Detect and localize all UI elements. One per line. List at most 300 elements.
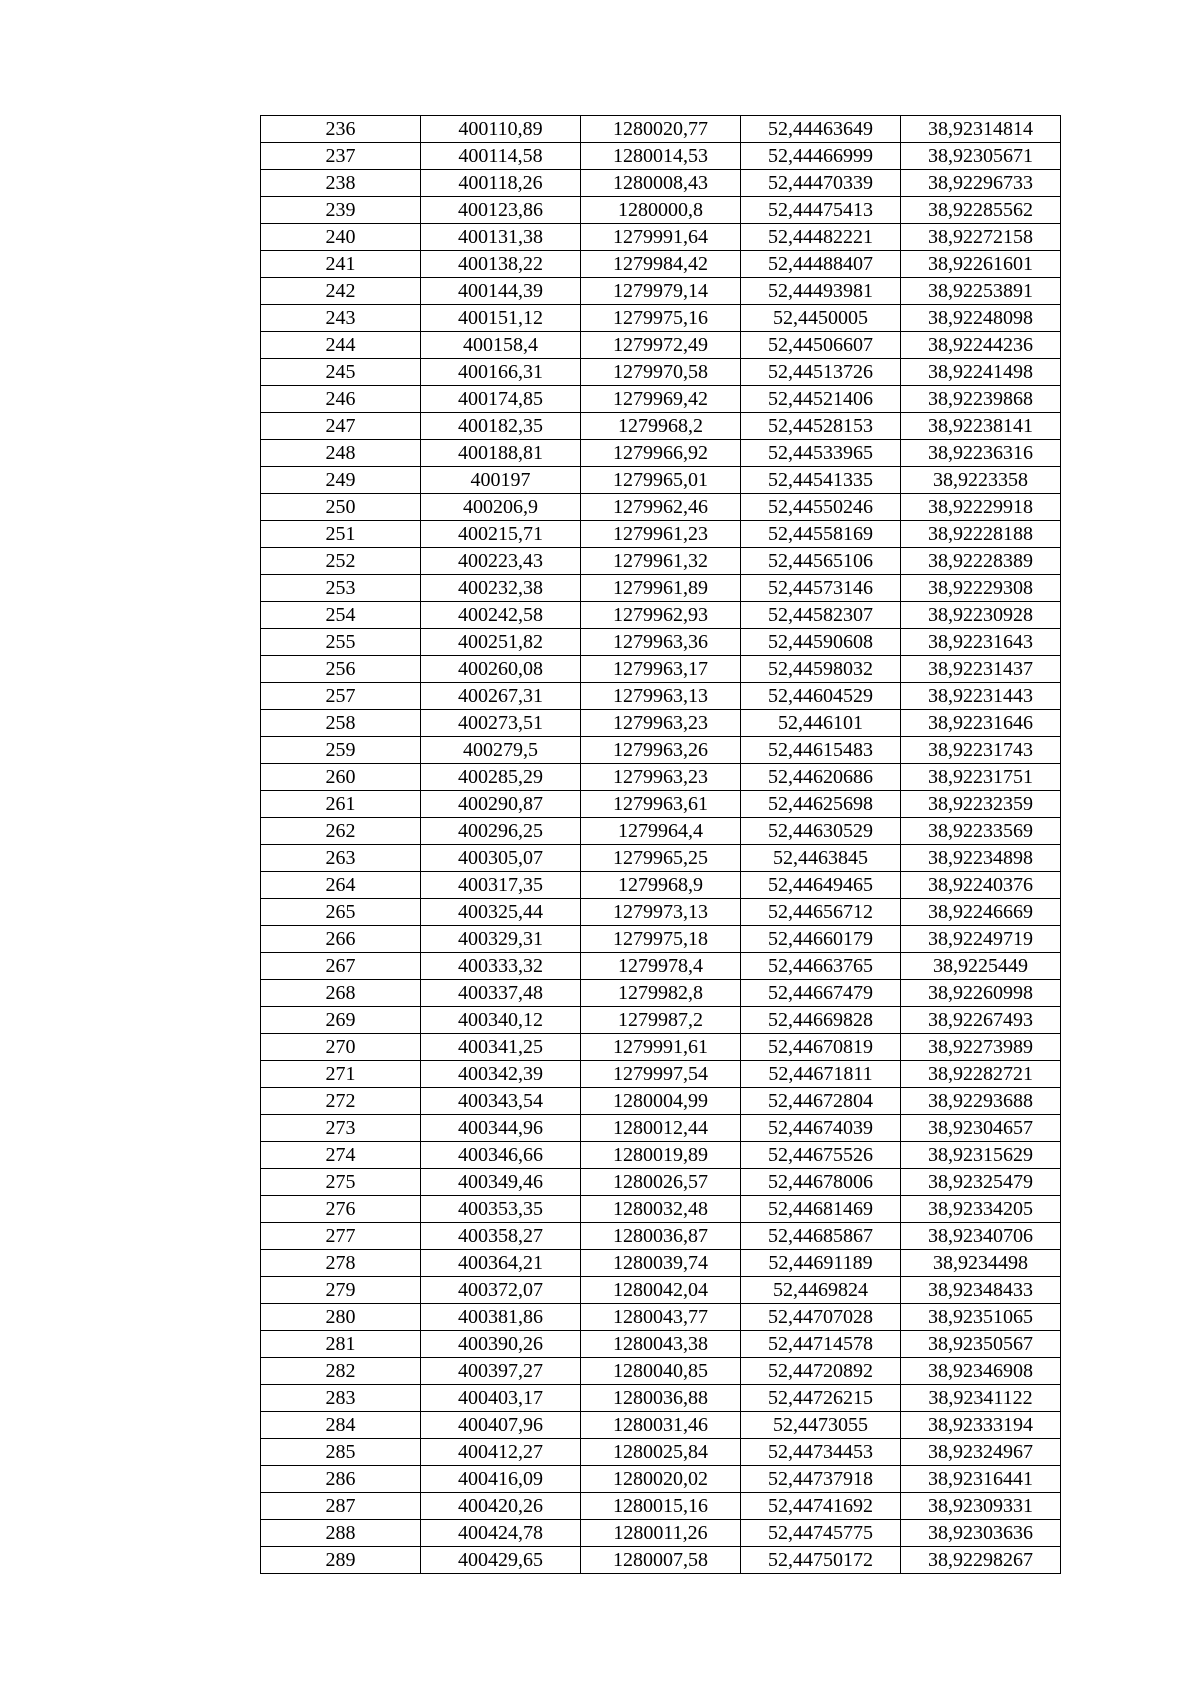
y-coordinate-cell: 1279962,46	[581, 494, 741, 521]
longitude-cell: 38,92285562	[901, 197, 1061, 224]
y-coordinate-cell: 1280004,99	[581, 1088, 741, 1115]
latitude-cell: 52,44750172	[741, 1547, 901, 1574]
latitude-cell: 52,44541335	[741, 467, 901, 494]
x-coordinate-cell: 400349,46	[421, 1169, 581, 1196]
y-coordinate-cell: 1279991,64	[581, 224, 741, 251]
latitude-cell: 52,44506607	[741, 332, 901, 359]
longitude-cell: 38,9234498	[901, 1250, 1061, 1277]
x-coordinate-cell: 400118,26	[421, 170, 581, 197]
longitude-cell: 38,92282721	[901, 1061, 1061, 1088]
x-coordinate-cell: 400174,85	[421, 386, 581, 413]
point-number-cell: 267	[261, 953, 421, 980]
latitude-cell: 52,44573146	[741, 575, 901, 602]
x-coordinate-cell: 400333,32	[421, 953, 581, 980]
point-number-cell: 273	[261, 1115, 421, 1142]
x-coordinate-cell: 400131,38	[421, 224, 581, 251]
point-number-cell: 282	[261, 1358, 421, 1385]
point-number-cell: 289	[261, 1547, 421, 1574]
y-coordinate-cell: 1280043,77	[581, 1304, 741, 1331]
point-number-cell: 251	[261, 521, 421, 548]
latitude-cell: 52,44598032	[741, 656, 901, 683]
table-row	[261, 1115, 1061, 1142]
table-row	[261, 1412, 1061, 1439]
table-row	[261, 575, 1061, 602]
x-coordinate-cell: 400346,66	[421, 1142, 581, 1169]
table-row	[261, 521, 1061, 548]
latitude-cell: 52,44604529	[741, 683, 901, 710]
table-row	[261, 683, 1061, 710]
longitude-cell: 38,92244236	[901, 332, 1061, 359]
table-row	[261, 359, 1061, 386]
point-number-cell: 268	[261, 980, 421, 1007]
longitude-cell: 38,92229918	[901, 494, 1061, 521]
x-coordinate-cell: 400285,29	[421, 764, 581, 791]
longitude-cell: 38,92231751	[901, 764, 1061, 791]
point-number-cell: 285	[261, 1439, 421, 1466]
longitude-cell: 38,92261601	[901, 251, 1061, 278]
y-coordinate-cell: 1280026,57	[581, 1169, 741, 1196]
y-coordinate-cell: 1279963,61	[581, 791, 741, 818]
table-row	[261, 494, 1061, 521]
x-coordinate-cell: 400372,07	[421, 1277, 581, 1304]
table-row	[261, 197, 1061, 224]
point-number-cell: 241	[261, 251, 421, 278]
latitude-cell: 52,44513726	[741, 359, 901, 386]
latitude-cell: 52,44726215	[741, 1385, 901, 1412]
longitude-cell: 38,92231743	[901, 737, 1061, 764]
y-coordinate-cell: 1280007,58	[581, 1547, 741, 1574]
table-row	[261, 602, 1061, 629]
longitude-cell: 38,92248098	[901, 305, 1061, 332]
point-number-cell: 247	[261, 413, 421, 440]
latitude-cell: 52,44463649	[741, 116, 901, 143]
latitude-cell: 52,44582307	[741, 602, 901, 629]
point-number-cell: 252	[261, 548, 421, 575]
latitude-cell: 52,44533965	[741, 440, 901, 467]
x-coordinate-cell: 400424,78	[421, 1520, 581, 1547]
y-coordinate-cell: 1279978,4	[581, 953, 741, 980]
x-coordinate-cell: 400223,43	[421, 548, 581, 575]
x-coordinate-cell: 400342,39	[421, 1061, 581, 1088]
latitude-cell: 52,44745775	[741, 1520, 901, 1547]
y-coordinate-cell: 1279963,17	[581, 656, 741, 683]
y-coordinate-cell: 1280020,77	[581, 116, 741, 143]
latitude-cell: 52,44674039	[741, 1115, 901, 1142]
longitude-cell: 38,92241498	[901, 359, 1061, 386]
y-coordinate-cell: 1280043,38	[581, 1331, 741, 1358]
table-row	[261, 899, 1061, 926]
x-coordinate-cell: 400290,87	[421, 791, 581, 818]
table-row	[261, 710, 1061, 737]
table-row	[261, 845, 1061, 872]
point-number-cell: 249	[261, 467, 421, 494]
longitude-cell: 38,92236316	[901, 440, 1061, 467]
table-row	[261, 1088, 1061, 1115]
table-row	[261, 440, 1061, 467]
point-number-cell: 272	[261, 1088, 421, 1115]
table-row	[261, 1250, 1061, 1277]
latitude-cell: 52,44675526	[741, 1142, 901, 1169]
x-coordinate-cell: 400329,31	[421, 926, 581, 953]
latitude-cell: 52,44741692	[741, 1493, 901, 1520]
latitude-cell: 52,44663765	[741, 953, 901, 980]
table-row	[261, 1007, 1061, 1034]
longitude-cell: 38,92348433	[901, 1277, 1061, 1304]
longitude-cell: 38,92230928	[901, 602, 1061, 629]
point-number-cell: 259	[261, 737, 421, 764]
y-coordinate-cell: 1279965,25	[581, 845, 741, 872]
point-number-cell: 246	[261, 386, 421, 413]
point-number-cell: 258	[261, 710, 421, 737]
latitude-cell: 52,44590608	[741, 629, 901, 656]
longitude-cell: 38,92231643	[901, 629, 1061, 656]
x-coordinate-cell: 400341,25	[421, 1034, 581, 1061]
point-number-cell: 257	[261, 683, 421, 710]
y-coordinate-cell: 1280020,02	[581, 1466, 741, 1493]
longitude-cell: 38,92351065	[901, 1304, 1061, 1331]
latitude-cell: 52,44615483	[741, 737, 901, 764]
longitude-cell: 38,92240376	[901, 872, 1061, 899]
x-coordinate-cell: 400138,22	[421, 251, 581, 278]
longitude-cell: 38,92340706	[901, 1223, 1061, 1250]
y-coordinate-cell: 1279963,36	[581, 629, 741, 656]
longitude-cell: 38,92238141	[901, 413, 1061, 440]
longitude-cell: 38,92272158	[901, 224, 1061, 251]
coordinate-table-body	[261, 116, 1061, 1574]
point-number-cell: 266	[261, 926, 421, 953]
point-number-cell: 265	[261, 899, 421, 926]
latitude-cell: 52,44667479	[741, 980, 901, 1007]
point-number-cell: 261	[261, 791, 421, 818]
point-number-cell: 242	[261, 278, 421, 305]
table-row	[261, 170, 1061, 197]
table-row	[261, 1385, 1061, 1412]
longitude-cell: 38,92228188	[901, 521, 1061, 548]
y-coordinate-cell: 1279987,2	[581, 1007, 741, 1034]
x-coordinate-cell: 400296,25	[421, 818, 581, 845]
latitude-cell: 52,44620686	[741, 764, 901, 791]
table-row	[261, 1142, 1061, 1169]
point-number-cell: 284	[261, 1412, 421, 1439]
y-coordinate-cell: 1279972,49	[581, 332, 741, 359]
point-number-cell: 238	[261, 170, 421, 197]
y-coordinate-cell: 1280025,84	[581, 1439, 741, 1466]
y-coordinate-cell: 1279975,18	[581, 926, 741, 953]
longitude-cell: 38,92246669	[901, 899, 1061, 926]
longitude-cell: 38,92296733	[901, 170, 1061, 197]
table-row	[261, 386, 1061, 413]
latitude-cell: 52,44550246	[741, 494, 901, 521]
y-coordinate-cell: 1280008,43	[581, 170, 741, 197]
point-number-cell: 277	[261, 1223, 421, 1250]
x-coordinate-cell: 400260,08	[421, 656, 581, 683]
x-coordinate-cell: 400340,12	[421, 1007, 581, 1034]
x-coordinate-cell: 400420,26	[421, 1493, 581, 1520]
latitude-cell: 52,44707028	[741, 1304, 901, 1331]
y-coordinate-cell: 1280042,04	[581, 1277, 741, 1304]
table-row	[261, 764, 1061, 791]
latitude-cell: 52,44470339	[741, 170, 901, 197]
x-coordinate-cell: 400390,26	[421, 1331, 581, 1358]
point-number-cell: 275	[261, 1169, 421, 1196]
latitude-cell: 52,44691189	[741, 1250, 901, 1277]
table-row	[261, 413, 1061, 440]
point-number-cell: 281	[261, 1331, 421, 1358]
longitude-cell: 38,92324967	[901, 1439, 1061, 1466]
latitude-cell: 52,44493981	[741, 278, 901, 305]
table-row	[261, 656, 1061, 683]
longitude-cell: 38,92333194	[901, 1412, 1061, 1439]
longitude-cell: 38,92234898	[901, 845, 1061, 872]
x-coordinate-cell: 400158,4	[421, 332, 581, 359]
longitude-cell: 38,92231646	[901, 710, 1061, 737]
longitude-cell: 38,92249719	[901, 926, 1061, 953]
y-coordinate-cell: 1280012,44	[581, 1115, 741, 1142]
longitude-cell: 38,92267493	[901, 1007, 1061, 1034]
table-row	[261, 278, 1061, 305]
latitude-cell: 52,44669828	[741, 1007, 901, 1034]
y-coordinate-cell: 1279963,13	[581, 683, 741, 710]
y-coordinate-cell: 1279969,42	[581, 386, 741, 413]
point-number-cell: 254	[261, 602, 421, 629]
y-coordinate-cell: 1279963,26	[581, 737, 741, 764]
x-coordinate-cell: 400267,31	[421, 683, 581, 710]
y-coordinate-cell: 1279984,42	[581, 251, 741, 278]
longitude-cell: 38,92253891	[901, 278, 1061, 305]
x-coordinate-cell: 400197	[421, 467, 581, 494]
longitude-cell: 38,9225449	[901, 953, 1061, 980]
point-number-cell: 239	[261, 197, 421, 224]
y-coordinate-cell: 1279979,14	[581, 278, 741, 305]
y-coordinate-cell: 1280000,8	[581, 197, 741, 224]
y-coordinate-cell: 1280039,74	[581, 1250, 741, 1277]
x-coordinate-cell: 400343,54	[421, 1088, 581, 1115]
point-number-cell: 271	[261, 1061, 421, 1088]
latitude-cell: 52,44488407	[741, 251, 901, 278]
point-number-cell: 236	[261, 116, 421, 143]
table-row	[261, 1493, 1061, 1520]
x-coordinate-cell: 400242,58	[421, 602, 581, 629]
x-coordinate-cell: 400123,86	[421, 197, 581, 224]
longitude-cell: 38,92315629	[901, 1142, 1061, 1169]
latitude-cell: 52,44720892	[741, 1358, 901, 1385]
x-coordinate-cell: 400151,12	[421, 305, 581, 332]
x-coordinate-cell: 400110,89	[421, 116, 581, 143]
x-coordinate-cell: 400403,17	[421, 1385, 581, 1412]
latitude-cell: 52,4463845	[741, 845, 901, 872]
table-row	[261, 818, 1061, 845]
longitude-cell: 38,92350567	[901, 1331, 1061, 1358]
latitude-cell: 52,44670819	[741, 1034, 901, 1061]
point-number-cell: 243	[261, 305, 421, 332]
table-row	[261, 467, 1061, 494]
x-coordinate-cell: 400317,35	[421, 872, 581, 899]
y-coordinate-cell: 1279975,16	[581, 305, 741, 332]
x-coordinate-cell: 400353,35	[421, 1196, 581, 1223]
y-coordinate-cell: 1279965,01	[581, 467, 741, 494]
latitude-cell: 52,44714578	[741, 1331, 901, 1358]
latitude-cell: 52,44558169	[741, 521, 901, 548]
y-coordinate-cell: 1280031,46	[581, 1412, 741, 1439]
longitude-cell: 38,92233569	[901, 818, 1061, 845]
x-coordinate-cell: 400206,9	[421, 494, 581, 521]
x-coordinate-cell: 400416,09	[421, 1466, 581, 1493]
latitude-cell: 52,44528153	[741, 413, 901, 440]
table-row	[261, 953, 1061, 980]
longitude-cell: 38,92303636	[901, 1520, 1061, 1547]
y-coordinate-cell: 1279964,4	[581, 818, 741, 845]
table-row	[261, 251, 1061, 278]
latitude-cell: 52,44482221	[741, 224, 901, 251]
x-coordinate-cell: 400215,71	[421, 521, 581, 548]
longitude-cell: 38,92334205	[901, 1196, 1061, 1223]
latitude-cell: 52,44466999	[741, 143, 901, 170]
longitude-cell: 38,92293688	[901, 1088, 1061, 1115]
x-coordinate-cell: 400397,27	[421, 1358, 581, 1385]
point-number-cell: 279	[261, 1277, 421, 1304]
x-coordinate-cell: 400381,86	[421, 1304, 581, 1331]
point-number-cell: 264	[261, 872, 421, 899]
y-coordinate-cell: 1280011,26	[581, 1520, 741, 1547]
x-coordinate-cell: 400412,27	[421, 1439, 581, 1466]
latitude-cell: 52,446101	[741, 710, 901, 737]
point-number-cell: 262	[261, 818, 421, 845]
x-coordinate-cell: 400325,44	[421, 899, 581, 926]
y-coordinate-cell: 1279961,32	[581, 548, 741, 575]
point-number-cell: 269	[261, 1007, 421, 1034]
table-row	[261, 1304, 1061, 1331]
latitude-cell: 52,44475413	[741, 197, 901, 224]
latitude-cell: 52,44737918	[741, 1466, 901, 1493]
point-number-cell: 240	[261, 224, 421, 251]
x-coordinate-cell: 400273,51	[421, 710, 581, 737]
y-coordinate-cell: 1279982,8	[581, 980, 741, 1007]
latitude-cell: 52,4450005	[741, 305, 901, 332]
latitude-cell: 52,44656712	[741, 899, 901, 926]
table-row	[261, 1061, 1061, 1088]
latitude-cell: 52,44565106	[741, 548, 901, 575]
x-coordinate-cell: 400407,96	[421, 1412, 581, 1439]
x-coordinate-cell: 400232,38	[421, 575, 581, 602]
y-coordinate-cell: 1280019,89	[581, 1142, 741, 1169]
point-number-cell: 286	[261, 1466, 421, 1493]
longitude-cell: 38,92305671	[901, 143, 1061, 170]
point-number-cell: 250	[261, 494, 421, 521]
latitude-cell: 52,44660179	[741, 926, 901, 953]
latitude-cell: 52,44671811	[741, 1061, 901, 1088]
latitude-cell: 52,44521406	[741, 386, 901, 413]
point-number-cell: 244	[261, 332, 421, 359]
y-coordinate-cell: 1279968,9	[581, 872, 741, 899]
table-row	[261, 116, 1061, 143]
coordinate-table	[260, 115, 1061, 1574]
point-number-cell: 288	[261, 1520, 421, 1547]
latitude-cell: 52,4469824	[741, 1277, 901, 1304]
x-coordinate-cell: 400279,5	[421, 737, 581, 764]
latitude-cell: 52,44649465	[741, 872, 901, 899]
y-coordinate-cell: 1280036,87	[581, 1223, 741, 1250]
table-row	[261, 224, 1061, 251]
longitude-cell: 38,92229308	[901, 575, 1061, 602]
longitude-cell: 38,92231443	[901, 683, 1061, 710]
x-coordinate-cell: 400358,27	[421, 1223, 581, 1250]
longitude-cell: 38,92316441	[901, 1466, 1061, 1493]
latitude-cell: 52,44681469	[741, 1196, 901, 1223]
table-row	[261, 980, 1061, 1007]
point-number-cell: 237	[261, 143, 421, 170]
point-number-cell: 253	[261, 575, 421, 602]
table-row	[261, 1034, 1061, 1061]
table-row	[261, 332, 1061, 359]
x-coordinate-cell: 400114,58	[421, 143, 581, 170]
longitude-cell: 38,92341122	[901, 1385, 1061, 1412]
longitude-cell: 38,92228389	[901, 548, 1061, 575]
table-row	[261, 1439, 1061, 1466]
y-coordinate-cell: 1279970,58	[581, 359, 741, 386]
point-number-cell: 280	[261, 1304, 421, 1331]
table-row	[261, 1466, 1061, 1493]
latitude-cell: 52,44734453	[741, 1439, 901, 1466]
longitude-cell: 38,92314814	[901, 116, 1061, 143]
longitude-cell: 38,92346908	[901, 1358, 1061, 1385]
x-coordinate-cell: 400305,07	[421, 845, 581, 872]
point-number-cell: 276	[261, 1196, 421, 1223]
longitude-cell: 38,92260998	[901, 980, 1061, 1007]
y-coordinate-cell: 1279963,23	[581, 710, 741, 737]
y-coordinate-cell: 1279991,61	[581, 1034, 741, 1061]
y-coordinate-cell: 1279968,2	[581, 413, 741, 440]
x-coordinate-cell: 400429,65	[421, 1547, 581, 1574]
latitude-cell: 52,44672804	[741, 1088, 901, 1115]
table-row	[261, 872, 1061, 899]
table-row	[261, 1520, 1061, 1547]
table-row	[261, 1331, 1061, 1358]
table-row	[261, 1223, 1061, 1250]
table-row	[261, 1547, 1061, 1574]
point-number-cell: 248	[261, 440, 421, 467]
longitude-cell: 38,92239868	[901, 386, 1061, 413]
y-coordinate-cell: 1279962,93	[581, 602, 741, 629]
latitude-cell: 52,44625698	[741, 791, 901, 818]
x-coordinate-cell: 400144,39	[421, 278, 581, 305]
y-coordinate-cell: 1280032,48	[581, 1196, 741, 1223]
point-number-cell: 263	[261, 845, 421, 872]
table-row	[261, 1196, 1061, 1223]
x-coordinate-cell: 400344,96	[421, 1115, 581, 1142]
table-row	[261, 305, 1061, 332]
point-number-cell: 274	[261, 1142, 421, 1169]
point-number-cell: 287	[261, 1493, 421, 1520]
table-row	[261, 548, 1061, 575]
x-coordinate-cell: 400188,81	[421, 440, 581, 467]
table-row	[261, 1277, 1061, 1304]
table-row	[261, 737, 1061, 764]
y-coordinate-cell: 1279966,92	[581, 440, 741, 467]
x-coordinate-cell: 400337,48	[421, 980, 581, 1007]
table-row	[261, 1358, 1061, 1385]
point-number-cell: 245	[261, 359, 421, 386]
point-number-cell: 270	[261, 1034, 421, 1061]
table-row	[261, 143, 1061, 170]
longitude-cell: 38,92304657	[901, 1115, 1061, 1142]
longitude-cell: 38,92231437	[901, 656, 1061, 683]
y-coordinate-cell: 1279997,54	[581, 1061, 741, 1088]
y-coordinate-cell: 1279963,23	[581, 764, 741, 791]
y-coordinate-cell: 1280014,53	[581, 143, 741, 170]
y-coordinate-cell: 1280040,85	[581, 1358, 741, 1385]
longitude-cell: 38,92232359	[901, 791, 1061, 818]
longitude-cell: 38,92325479	[901, 1169, 1061, 1196]
